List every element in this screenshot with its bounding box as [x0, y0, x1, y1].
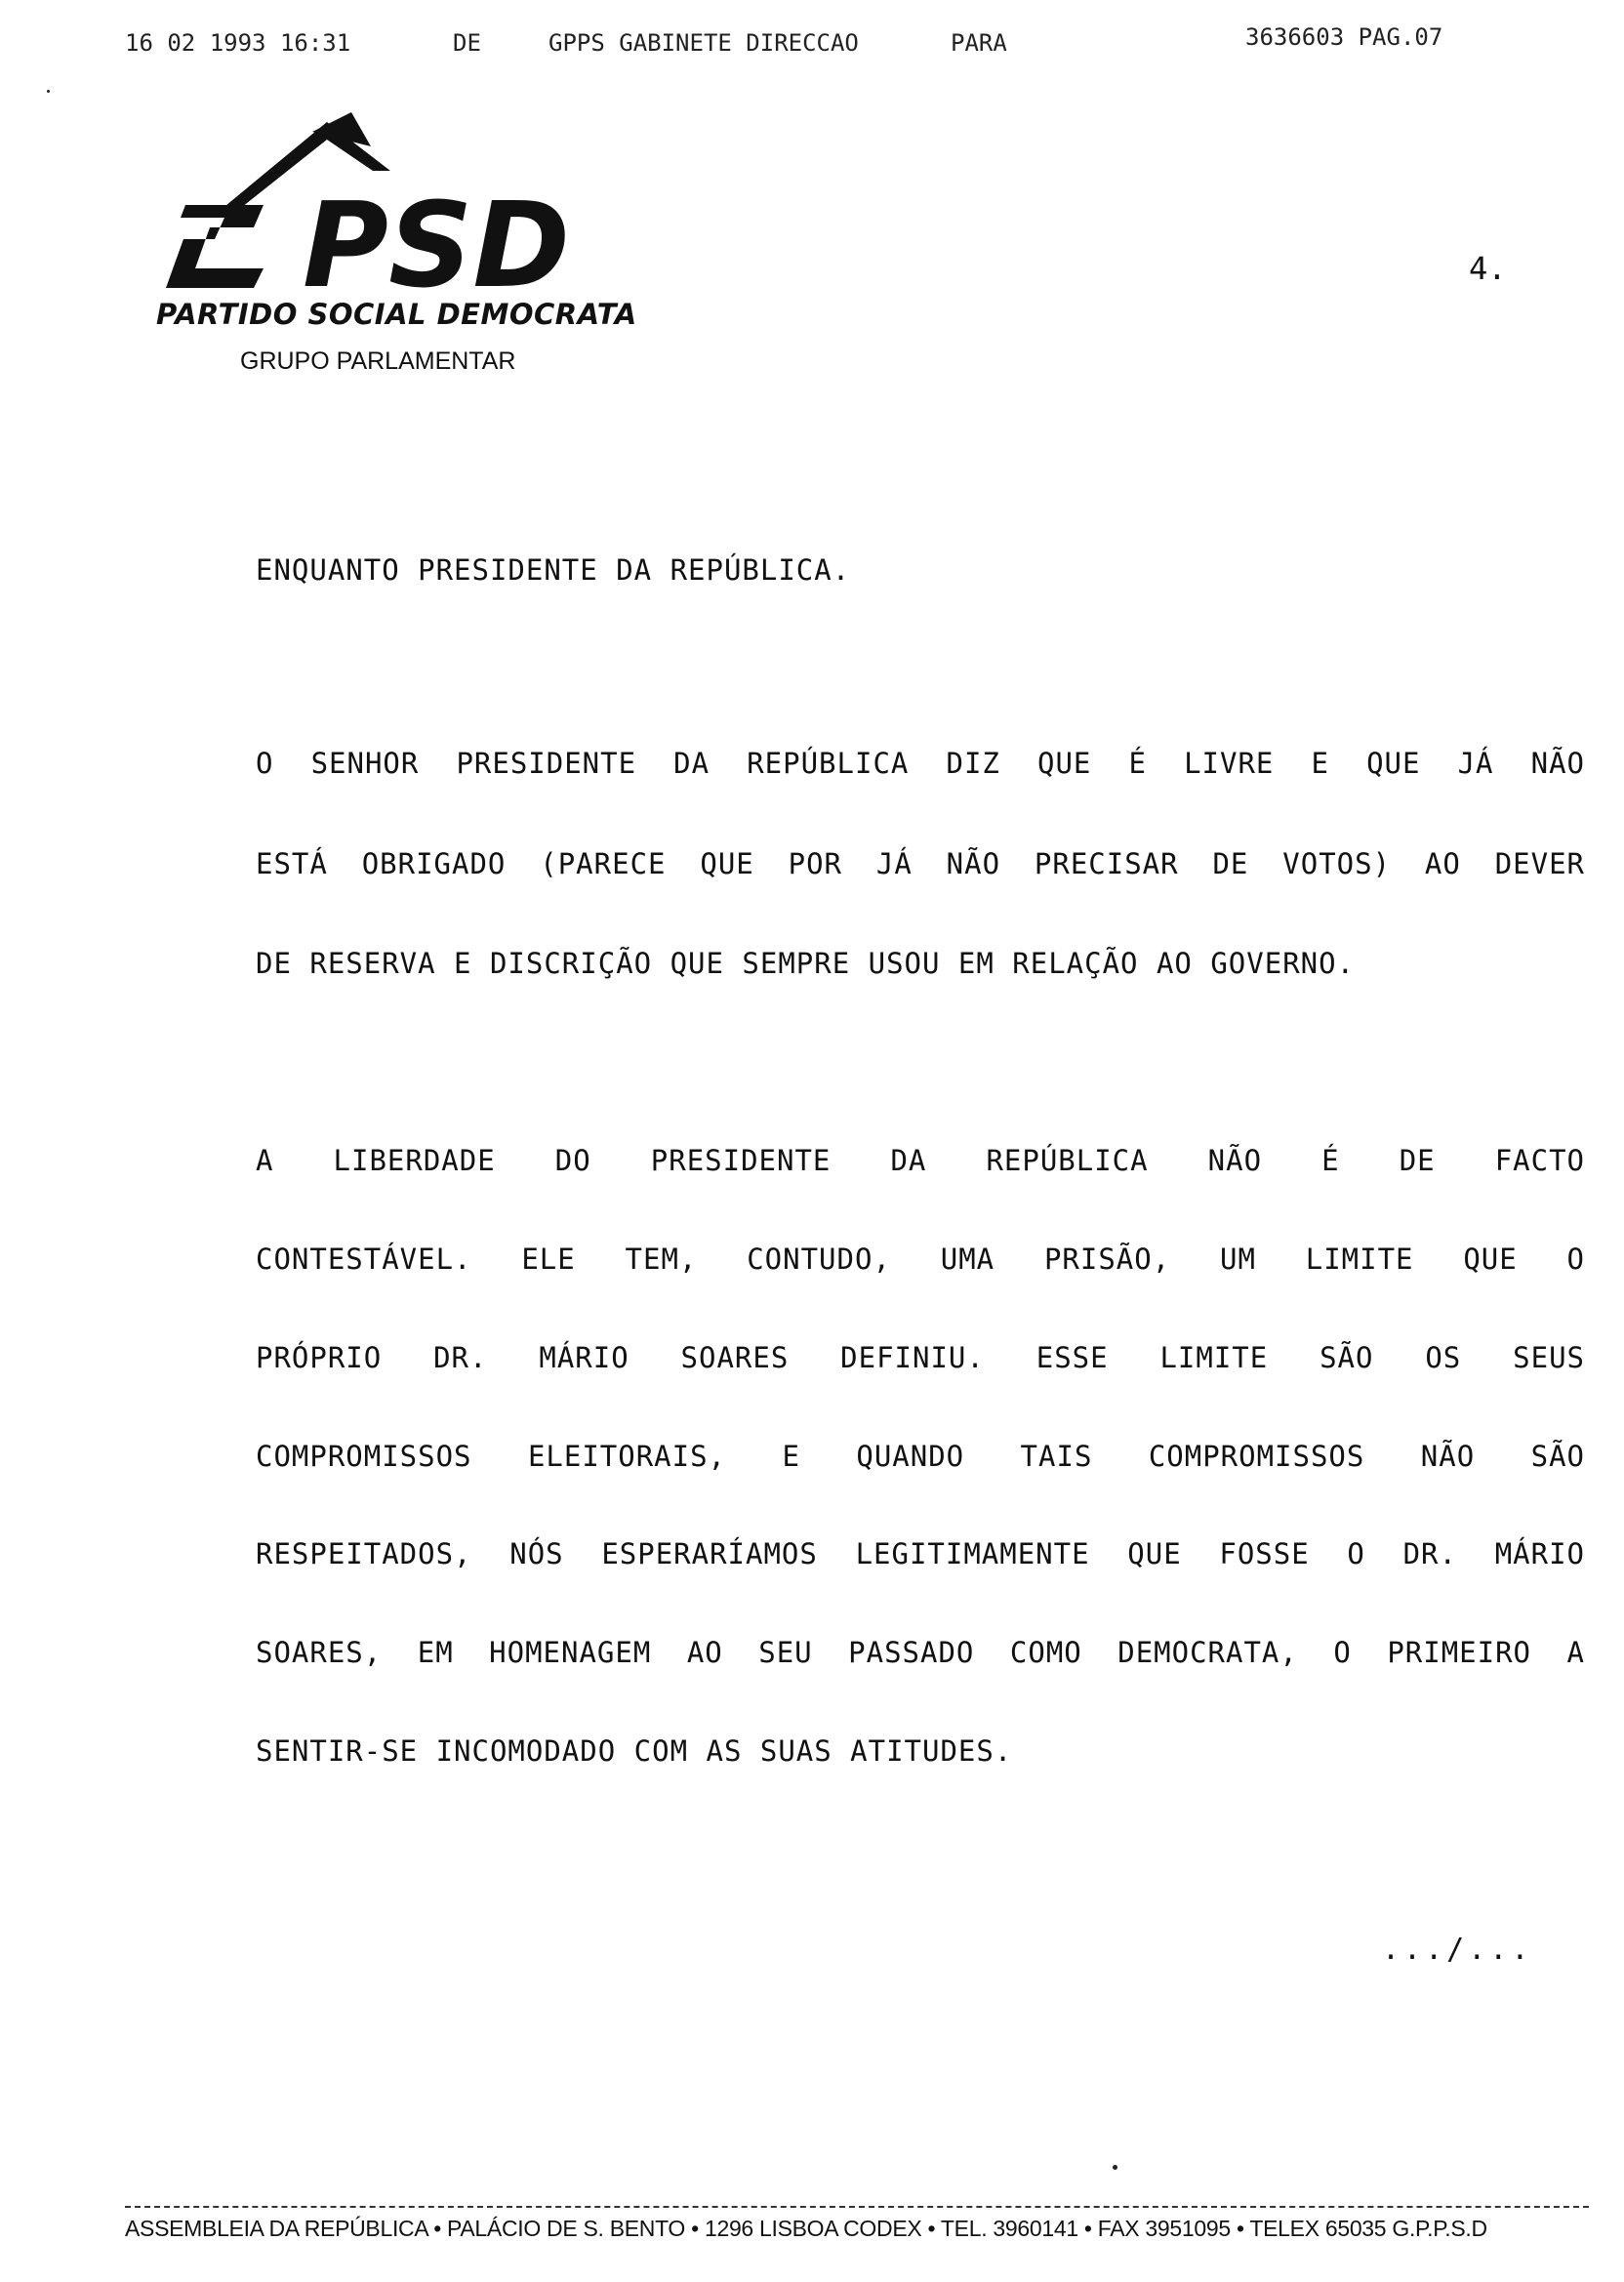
paragraph-3-line: PRÓPRIO DR. MÁRIO SOARES DEFINIU. ESSE LIMITE SÃO OS SEUS: [256, 1341, 1585, 1374]
fax-page-info: 3636603 PAG.07: [1245, 23, 1443, 51]
footer-address: ASSEMBLEIA DA REPÚBLICA • PALÁCIO DE S. BENTO • 1296 LISBOA CODEX • TEL. 3960141 • FAX 3951095 • TELEX 65035 G.P.P.S.D: [125, 2216, 1487, 2241]
paragraph-3-line: SOARES, EM HOMENAGEM AO SEU PASSADO COMO DEMOCRATA, O PRIMEIRO A: [256, 1636, 1585, 1669]
scan-speck: [47, 90, 50, 93]
paragraph-3-line: CONTESTÁVEL. ELE TEM, CONTUDO, UMA PRISÃO, UM LIMITE QUE O: [256, 1243, 1585, 1276]
psd-arrow-icon: [156, 112, 644, 307]
fax-transmission-header: [125, 23, 1472, 68]
paragraph-3-line: RESPEITADOS, NÓS ESPERARÍAMOS LEGITIMAMENTE QUE FOSSE O DR. MÁRIO: [256, 1537, 1585, 1570]
party-name: PARTIDO SOCIAL DEMOCRATA: [156, 298, 637, 331]
page-number: 4.: [1469, 250, 1507, 287]
parliamentary-group: GRUPO PARLAMENTAR: [240, 347, 516, 375]
paragraph-3-line: COMPROMISSOS ELEITORAIS, E QUANDO TAIS COMPROMISSOS NÃO SÃO: [256, 1440, 1585, 1473]
svg-text:PSD: PSD: [303, 179, 570, 307]
fax-to-label: PARA: [951, 29, 1007, 57]
paragraph-2-line: ESTÁ OBRIGADO (PARECE QUE POR JÁ NÃO PRECISAR DE VOTOS) AO DEVER: [256, 847, 1585, 880]
fax-from-label: DE: [453, 29, 481, 57]
footer-rule: [125, 2206, 1589, 2208]
paragraph-2-line: O SENHOR PRESIDENTE DA REPÚBLICA DIZ QUE É LIVRE E QUE JÁ NÃO: [256, 747, 1585, 780]
fax-sender: GPPS GABINETE DIRECCAO: [548, 29, 859, 57]
psd-logo: [156, 112, 644, 386]
scan-speck: [1113, 2165, 1117, 2170]
paragraph-3-line: SENTIR-SE INCOMODADO COM AS SUAS ATITUDES.: [256, 1734, 1013, 1768]
fax-date-time: 16 02 1993 16:31: [125, 29, 351, 57]
paragraph-3-line: A LIBERDADE DO PRESIDENTE DA REPÚBLICA NÃO É DE FACTO: [256, 1144, 1585, 1177]
paragraph-2-line: DE RESERVA E DISCRIÇÃO QUE SEMPRE USOU EM RELAÇÃO AO GOVERNO.: [256, 947, 1356, 980]
continuation-mark: .../...: [1382, 1933, 1533, 1967]
paragraph-1-line: ENQUANTO PRESIDENTE DA REPÚBLICA.: [256, 553, 851, 587]
